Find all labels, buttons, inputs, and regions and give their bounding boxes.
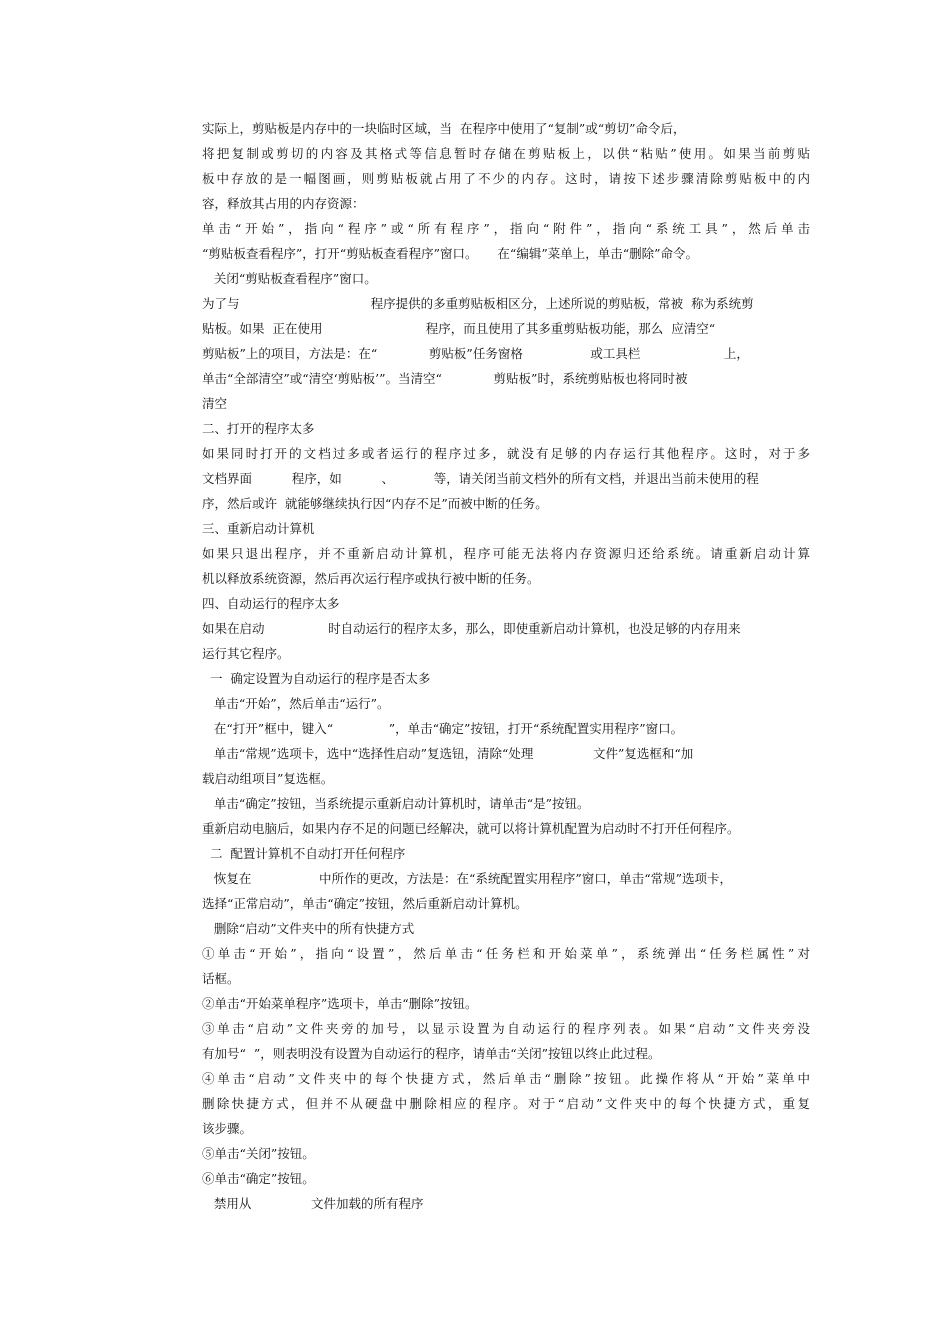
text-line: 四、自动运行的程序太多 <box>202 596 340 611</box>
text-line: 选择“正常启动”，单击“确定”按钮，然后重新启动计算机。 <box>202 896 528 911</box>
text-line: 话框。 <box>202 971 240 986</box>
text-line: ⑤单击“关闭”按钮。 <box>202 1146 315 1161</box>
text-line: 单击“开始”，然后单击“运行”。 <box>202 696 390 711</box>
text-line: “剪贴板查看程序”，打开“剪贴板查看程序”窗口。 在“编辑”菜单上，单击“删除”命令。 <box>202 246 698 261</box>
text-line: 如果同时打开的文档过多或者运行的程序过多，就没有足够的内存运行其他程序。这时，对于多 <box>202 446 810 461</box>
text-line: 清空 <box>202 396 228 411</box>
text-line: 三、重新启动计算机 <box>202 521 315 536</box>
text-line: 为了与 程序提供的多重剪贴板相区分，上述所说的剪贴板，常被 称为系统剪 <box>202 296 754 311</box>
text-line: 在“打开”框中，键入“ ”，单击“确定”按钮，打开“系统配置实用程序”窗口。 <box>202 721 684 736</box>
text-line: 将把复制或剪切的内容及其格式等信息暂时存储在剪贴板上，以供“粘贴”使用。如果当前剪贴 <box>202 146 810 161</box>
text-line: 单击“全部清空”或“清空‘剪贴板’”。当清空“ 剪贴板”时，系统剪贴板也将同时被 <box>202 371 688 386</box>
text-line: 删除快捷方式，但并不从硬盘中删除相应的程序。对于“启动”文件夹中的每个快捷方式，重复 <box>202 1096 810 1111</box>
text-line: 机以释放系统资源，然后再次运行程序或执行被中断的任务。 <box>202 571 540 586</box>
text-line: 有加号“ ”，则表明没有设置为自动运行的程序，请单击“关闭”按钮以终止此过程。 <box>202 1046 661 1061</box>
text-line: 二 配置计算机不自动打开任何程序 <box>202 846 406 861</box>
text-line: 单击“确定”按钮，当系统提示重新启动计算机时，请单击“是”按钮。 <box>202 796 590 811</box>
text-line: ⑥单击“确定”按钮。 <box>202 1171 315 1186</box>
text-line: 如果只退出程序，并不重新启动计算机，程序可能无法将内存资源归还给系统。请重新启动计算 <box>202 546 810 561</box>
text-line: 重新启动电脑后，如果内存不足的问题已经解决，就可以将计算机配置为启动时不打开任何程序。 <box>202 821 740 836</box>
text-line: 实际上，剪贴板是内存中的一块临时区域，当 在程序中使用了“复制”或“剪切”命令后， <box>202 121 686 136</box>
text-line: ①单击“开始”，指向“设置”，然后单击“任务栏和开始菜单”，系统弹出“任务栏属性”对 <box>202 946 810 961</box>
text-line: 恢复在 中所作的更改，方法是：在“系统配置实用程序”窗口，单击“常规”选项卡， <box>202 871 733 886</box>
text-line: ②单击“开始菜单程序”选项卡，单击“删除”按钮。 <box>202 996 478 1011</box>
text-line: 运行其它程序。 <box>202 646 290 661</box>
text-line: ④单击“启动”文件夹中的每个快捷方式，然后单击“删除”按钮。此操作将从“开始”菜单中 <box>202 1071 810 1086</box>
text-line: 禁用从 文件加载的所有程序 <box>202 1196 424 1211</box>
text-line: 文档界面 程序，如 、 等，请关闭当前文档外的所有文档，并退出当前未使用的程 <box>202 471 759 486</box>
text-line: 序，然后或许 就能够继续执行因“内存不足”而被中断的任务。 <box>202 496 548 511</box>
text-line: 容，释放其占用的内存资源： <box>202 196 365 211</box>
text-line: 该步骤。 <box>202 1121 253 1136</box>
text-line: ③单击“启动”文件夹旁的加号，以显示设置为自动运行的程序列表。如果“启动”文件夹旁没 <box>202 1021 810 1036</box>
text-line: 剪贴板”上的项目，方法是：在“ 剪贴板”任务窗格 或工具栏 上， <box>202 346 749 361</box>
text-line: 板中存放的是一幅图画，则剪贴板就占用了不少的内存。这时，请按下述步骤清除剪贴板中的内 <box>202 171 810 186</box>
text-line: 单击“常规”选项卡，选中“选择性启动”复选钮，清除“处理 文件”复选框和“加 <box>202 746 694 761</box>
text-line: 关闭“剪贴板查看程序”窗口。 <box>202 271 377 286</box>
text-line: 载启动组项目”复选框。 <box>202 771 334 786</box>
text-line: 贴板。如果 正在使用 程序，而且使用了其多重剪贴板功能，那么 应清空“ <box>202 321 716 336</box>
text-line: 删除“启动”文件夹中的所有快捷方式 <box>202 921 415 936</box>
text-line: 二、打开的程序太多 <box>202 421 315 436</box>
text-line: 如果在启动 时自动运行的程序太多，那么，即使重新启动计算机，也没足够的内存用来 <box>202 621 741 636</box>
text-line: 一 确定设置为自动运行的程序是否太多 <box>202 671 431 686</box>
text-line: 单击“开始”，指向“程序”或“所有程序”，指向“附件”，指向“系统工具”，然后单击 <box>202 221 810 236</box>
